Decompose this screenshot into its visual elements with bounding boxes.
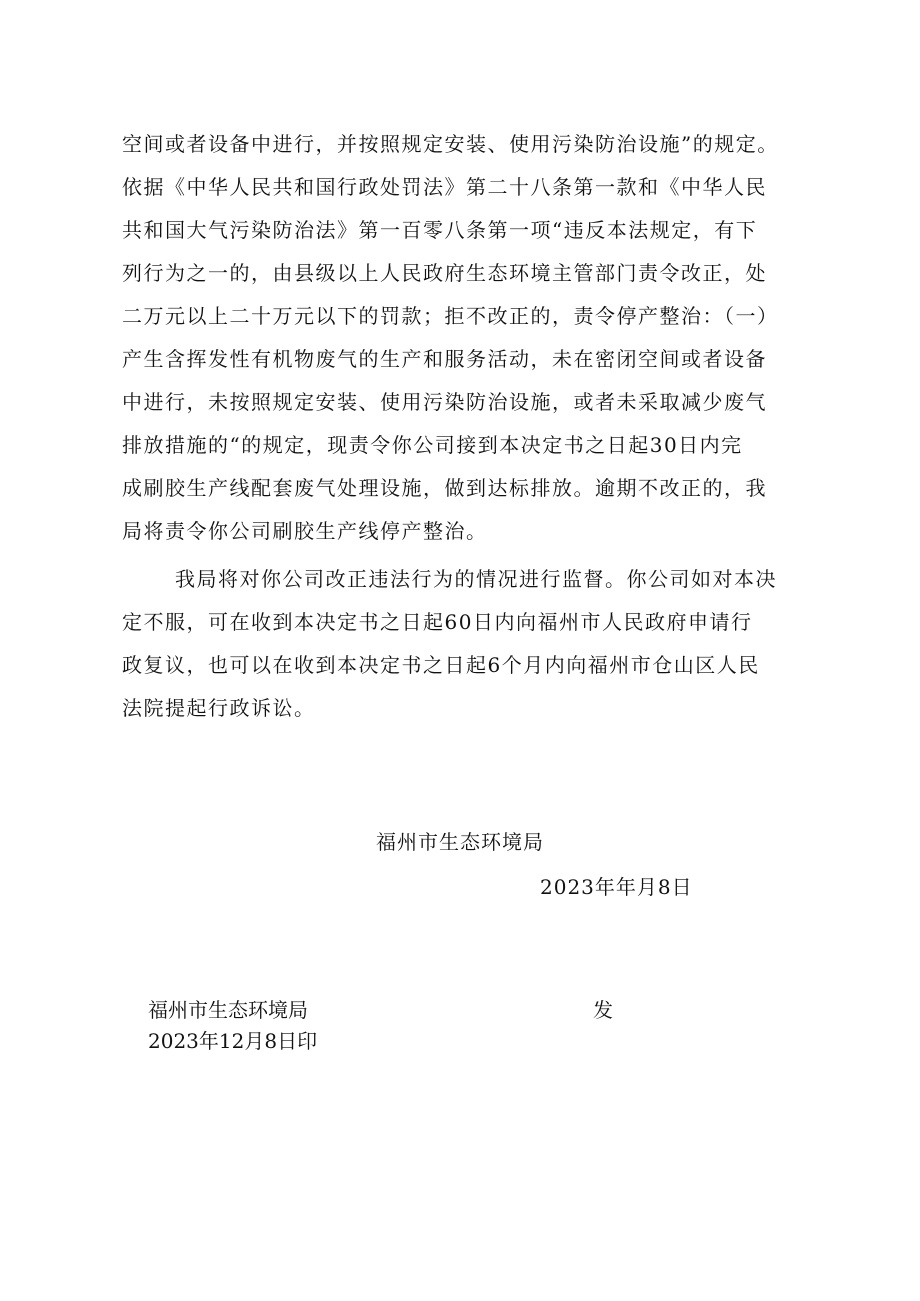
text-line: 列行为之一的，由县级以上人民政府生态环境主管部门责令改正，处 xyxy=(122,261,767,285)
footer-issued-label: 发 xyxy=(593,998,613,1022)
text-line: 局将责令你公司刷胶生产线停产整治。 xyxy=(122,519,488,543)
text-line: 中进行，未按照规定安装、使用污染防治设施，或者未采取减少废气 xyxy=(122,390,767,414)
text-line: 产生含挥发性有机物废气的生产和服务活动，未在密闭空间或者设备 xyxy=(122,347,767,371)
footer-print-date: 2023年12月8日印 xyxy=(148,1029,318,1053)
footer-agency: 福州市生态环境局 xyxy=(148,998,308,1022)
text-line: 定不服，可在收到本决定书之日起60日内向福州市人民政府申请行 xyxy=(122,610,753,634)
text-line: 排放措施的“的规定，现责令你公司接到本决定书之日起30日内完 xyxy=(122,433,743,457)
text-line: 空间或者设备中进行，并按照规定安装、使用污染防治设施”的规定。 xyxy=(122,132,779,156)
text-line: 共和国大气污染防治法》第一百零八条第一项“违反本法规定，有下 xyxy=(122,218,758,242)
signature-date: 2023年年月8日 xyxy=(540,875,693,899)
text-line: 我局将对你公司改正违法行为的情况进行监督。你公司如对本决 xyxy=(175,567,777,591)
text-line: 依据《中华人民共和国行政处罚法》第二十八条第一款和《中华人民 xyxy=(122,175,767,199)
text-line: 法院提起行政诉讼。 xyxy=(122,696,316,720)
signature-agency: 福州市生态环境局 xyxy=(376,830,544,854)
text-line: 成刷胶生产线配套废气处理设施，做到达标排放。逾期不改正的，我 xyxy=(122,476,767,500)
text-line: 政复议，也可以在收到本决定书之日起6个月内向福州市仓山区人民 xyxy=(122,653,760,677)
text-line: 二万元以上二十万元以下的罚款；拒不改正的，责令停产整治：（一） xyxy=(122,304,779,328)
